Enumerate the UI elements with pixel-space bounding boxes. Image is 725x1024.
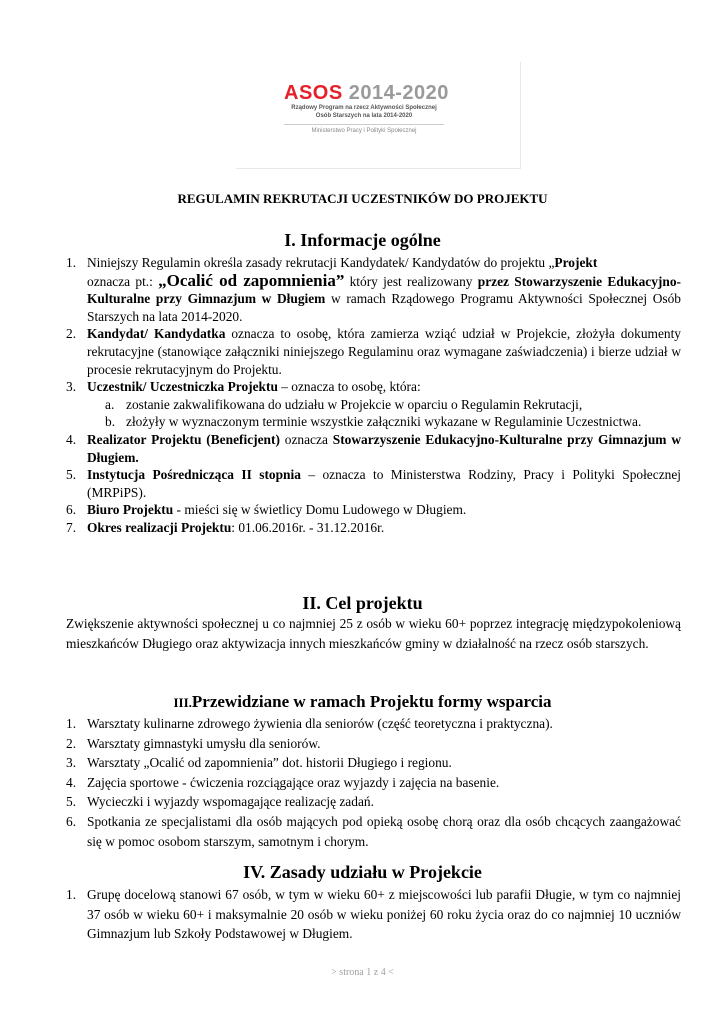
section-4-list — [66, 885, 681, 944]
logo-subtitle-2: Osób Starszych na lata 2014-2020 — [315, 113, 413, 119]
list-item: 1. Grupę docelową stanowi 67 osób, w tym w wieku 60+ z miejscowości lub parafii Długie, w tym co najmniej 37 osób w wieku 60+ i maksymalnie 20 osób w wieku poniżej 60 roku życia oraz do co najmniej 10 uczniów Gimnazjum lub Szkoły Podstawowej w Długiem. — [66, 887, 681, 942]
section-2-heading: II. Cel projektu — [302, 593, 423, 613]
logo-subtitle-1: Rządowy Program na rzecz Aktywności Społecznej — [291, 105, 437, 111]
section-4-heading: IV. Zasady udziału w Projekcie — [243, 862, 482, 882]
logo-years: 2014-2020 — [348, 82, 449, 104]
logo-wordmark — [284, 82, 514, 104]
list-item: 3. Uczestnik/ Uczestniczka Projektu – oznacza to osobę, która: — [66, 379, 421, 395]
section-1-heading: I. Informacje ogólne — [284, 230, 441, 250]
document-title: REGULAMIN REKRUTACJI UCZESTNIKÓW DO PROJEKTU — [177, 191, 548, 206]
logo-divider — [284, 124, 444, 125]
list-item: 4. Zajęcia sportowe - ćwiczenia rozciągające oraz wyjazdy i zajęcia na basenie. — [66, 774, 500, 790]
section-3-list — [66, 714, 681, 851]
page-number-footer: > strona 1 z 4 < — [331, 967, 394, 978]
section-3-heading: III.Przewidziane w ramach Projektu formy wsparcia — [173, 692, 552, 711]
list-item: 6. Spotkania ze specjalistami dla osób mających pod opieką osobę chorą oraz dla osób chcących zaangażować się w pomoc osobom starszym, samotnym i chorym. — [66, 813, 681, 849]
sub-list-item: b. złożyły w wyznaczonym terminie wszystkie załączniki wykazane w Regulaminie Uczestnictwa. — [105, 414, 642, 430]
sub-list-item: a. zostanie zakwalifikowana do udziału w Projekcie w oparciu o Regulamin Rekrutacji, — [105, 396, 583, 412]
section-1-list — [66, 254, 681, 537]
logo-brand: ASOS — [284, 82, 343, 104]
list-item: 5. Instytucja Pośrednicząca II stopnia – oznacza to Ministerstwa Rodziny, Pracy i Polityki Społecznej (MRPiPS). — [66, 467, 681, 500]
list-item: 5. Wycieczki i wyjazdy wspomagające realizację zadań. — [66, 794, 374, 810]
list-item: 1. Warsztaty kulinarne zdrowego żywienia dla seniorów (część teoretyczna i praktyczna). — [66, 716, 553, 731]
list-item: 2. Kandydat/ Kandydatka oznacza to osobę, która zamierza wziąć udział w Projekcie, złożyła dokumenty rekrutacyjne (stanowiące załączniki niniejszego Regulaminu oraz wymagane zaświadczenia) i bierze udział w procesie rekrutacyjnym do Projektu. — [66, 326, 681, 377]
list-item: 2. Warsztaty gimnastyki umysłu dla seniorów. — [66, 735, 321, 751]
asos-logo — [236, 62, 521, 169]
list-item: 1. Niniejszy Regulamin określa zasady rekrutacji Kandydatek/ Kandydatów do projektu „Projekt oznacza pt.: „Ocalić od zapomnienia” który jest realizowany przez Stowarzyszenie Edukacyjno-Kulturalne przy Gimnazjum w Długiem w ramach Rządowego Programu Aktywności Społecznej Osób Starszych na lata 2014-2020. — [66, 255, 681, 324]
logo-ministry: Ministerstwo Pracy i Polityki Społecznej — [311, 128, 417, 134]
section-2-text: Zwiększenie aktywności społecznej u co najmniej 25 z osób w wieku 60+ poprzez integrację międzypokoleniową mieszkańców Długiego oraz aktywizacja innych mieszkańców gminy w działalność na rzecz osób starszych. — [66, 616, 681, 651]
list-item: 6. Biuro Projektu - mieści się w świetlicy Domu Ludowego w Długiem. — [66, 502, 467, 518]
list-item: 4. Realizator Projektu (Beneficjent) oznacza Stowarzyszenie Edukacyjno-Kulturalne przy Gimnazjum w Długiem. — [66, 431, 681, 465]
list-item: 7. Okres realizacji Projektu: 01.06.2016r. - 31.12.2016r. — [66, 519, 385, 535]
list-item: 3. Warsztaty „Ocalić od zapomnienia” dot. historii Długiego i regionu. — [66, 755, 452, 771]
